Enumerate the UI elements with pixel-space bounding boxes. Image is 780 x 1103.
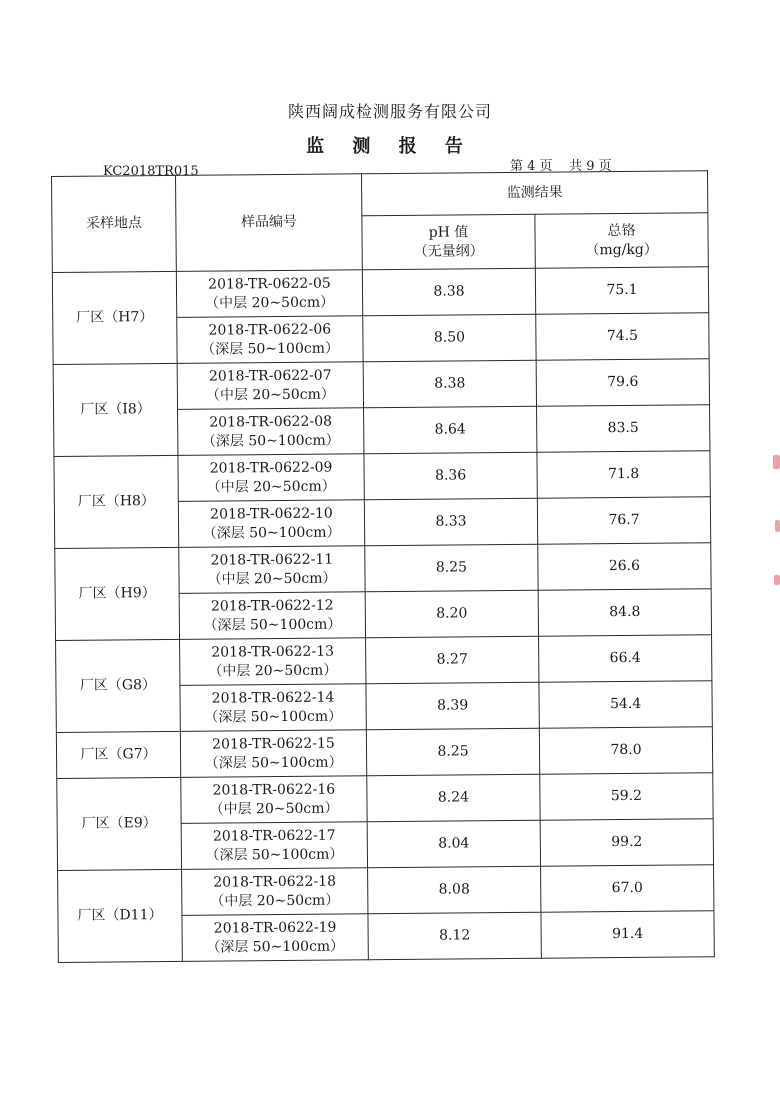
total-chromium-cell: 91.4 — [541, 911, 714, 959]
header-cr-label: 总铬 — [607, 222, 636, 239]
sample-code: 2018-TR-0622-11 — [210, 551, 334, 569]
page-info: 第 4 页 共 9 页 — [510, 159, 612, 174]
sample-code-cell — [178, 408, 364, 456]
sample-layer: （中层 20~50cm） — [205, 294, 335, 312]
sample-layer: （中层 20~50cm） — [210, 892, 340, 910]
ph-value-cell: 8.25 — [365, 544, 538, 592]
sample-code-cell — [179, 546, 365, 594]
total-chromium-cell: 75.1 — [535, 267, 708, 315]
total-chromium-cell: 54.4 — [539, 681, 712, 729]
sample-code: 2018-TR-0622-14 — [211, 689, 335, 707]
header-results: 监测结果 — [361, 171, 707, 216]
header-sample-code: 样品编号 — [175, 174, 362, 272]
report-number: KC2018TR015 — [103, 164, 199, 179]
sample-code: 2018-TR-0622-07 — [208, 367, 332, 385]
sample-code-cell — [178, 454, 364, 502]
report-title: 监 测 报 告 — [306, 136, 474, 157]
results-table — [51, 170, 715, 963]
sample-layer: （深层 50~100cm） — [203, 615, 342, 634]
location-cell: 厂区（E9） — [57, 777, 182, 870]
ph-value-cell: 8.33 — [364, 498, 537, 546]
stamp-bleed-mark — [773, 455, 780, 469]
ph-value-cell: 8.50 — [363, 314, 536, 362]
total-chromium-cell: 83.5 — [537, 405, 710, 453]
total-chromium-cell: 84.8 — [538, 589, 711, 637]
sample-layer: （深层 50~100cm） — [204, 707, 343, 726]
ph-value-cell: 8.24 — [367, 774, 540, 822]
table-row — [56, 727, 712, 779]
header-location: 采样地点 — [52, 175, 177, 272]
sample-code-cell — [180, 684, 366, 732]
sample-code-cell — [176, 270, 362, 318]
header-ph-unit: （无量纲） — [413, 242, 484, 260]
table-row — [57, 773, 713, 825]
ph-value-cell: 8.38 — [363, 360, 536, 408]
sample-code: 2018-TR-0622-18 — [213, 873, 337, 891]
location-cell: 厂区（H7） — [52, 271, 177, 364]
header-cr-unit: （mg/kg） — [585, 241, 658, 258]
header-ph — [362, 214, 535, 270]
total-chromium-cell: 67.0 — [541, 865, 714, 913]
table-row — [53, 359, 709, 411]
ph-value-cell: 8.04 — [367, 820, 540, 868]
table-row — [55, 543, 711, 595]
table-row — [58, 865, 714, 917]
sample-code: 2018-TR-0622-13 — [211, 643, 335, 661]
table-body — [52, 267, 714, 963]
ph-value-cell: 8.27 — [366, 636, 539, 684]
company-name: 陕西阔成检测服务有限公司 — [287, 102, 492, 121]
ph-value-cell: 8.39 — [366, 682, 539, 730]
stamp-bleed-mark — [775, 520, 780, 532]
sample-code: 2018-TR-0622-17 — [212, 827, 336, 845]
total-chromium-cell: 78.0 — [539, 727, 712, 775]
sample-code-cell — [182, 914, 368, 962]
total-chromium-cell: 99.2 — [540, 819, 713, 867]
sample-layer: （深层 50~100cm） — [202, 523, 341, 542]
location-cell: 厂区（D11） — [58, 869, 183, 962]
sample-layer: （中层 20~50cm） — [207, 570, 337, 588]
sample-code: 2018-TR-0622-06 — [208, 321, 332, 339]
table-row — [56, 635, 712, 687]
ph-value-cell: 8.20 — [365, 590, 538, 638]
sample-code-cell — [177, 362, 363, 410]
header-ph-label: pH 值 — [428, 223, 469, 241]
table-row — [54, 451, 710, 503]
location-cell: 厂区（G7） — [56, 731, 180, 778]
sample-code: 2018-TR-0622-12 — [210, 597, 334, 615]
sample-layer: （深层 50~100cm） — [204, 753, 343, 772]
sample-code-cell — [182, 868, 368, 916]
location-cell: 厂区（H9） — [55, 547, 180, 640]
location-cell: 厂区（H8） — [54, 455, 179, 548]
total-chromium-cell: 71.8 — [537, 451, 710, 499]
ph-value-cell: 8.36 — [364, 452, 537, 500]
table-row — [52, 267, 708, 319]
sample-code-cell — [178, 500, 364, 548]
sample-code: 2018-TR-0622-08 — [209, 413, 333, 431]
sample-code: 2018-TR-0622-16 — [212, 781, 336, 799]
sample-layer: （深层 50~100cm） — [201, 431, 340, 450]
sample-code: 2018-TR-0622-05 — [208, 275, 331, 293]
sample-code: 2018-TR-0622-10 — [210, 505, 333, 523]
location-cell: 厂区（G8） — [56, 639, 181, 732]
sample-layer: （深层 50~100cm） — [205, 845, 344, 864]
sample-layer: （中层 20~50cm） — [209, 800, 339, 818]
sample-code: 2018-TR-0622-19 — [213, 919, 337, 937]
sample-code-cell — [177, 316, 363, 364]
sample-code-cell — [180, 638, 366, 686]
total-chromium-cell: 79.6 — [536, 359, 709, 407]
ph-value-cell: 8.64 — [364, 406, 537, 454]
sample-layer: （中层 20~50cm） — [206, 478, 336, 496]
sample-layer: （深层 50~100cm） — [206, 937, 345, 956]
sample-code-cell — [181, 822, 367, 870]
ph-value-cell: 8.38 — [362, 268, 535, 316]
ph-value-cell: 8.25 — [366, 728, 539, 776]
total-chromium-cell: 26.6 — [538, 543, 711, 591]
sample-layer: （中层 20~50cm） — [205, 386, 335, 404]
total-chromium-cell: 66.4 — [539, 635, 712, 683]
sample-code-cell — [179, 592, 365, 640]
stamp-bleed-mark — [774, 575, 780, 585]
total-chromium-cell: 76.7 — [537, 497, 710, 545]
location-cell: 厂区（I8） — [53, 363, 178, 456]
total-chromium-cell: 74.5 — [536, 313, 709, 361]
header-total-chromium — [535, 213, 708, 269]
ph-value-cell: 8.12 — [368, 912, 541, 960]
sample-code-cell — [181, 776, 367, 824]
total-chromium-cell: 59.2 — [540, 773, 713, 821]
sample-layer: （深层 50~100cm） — [201, 339, 340, 358]
sample-code: 2018-TR-0622-15 — [212, 735, 335, 753]
sample-layer: （中层 20~50cm） — [208, 662, 338, 680]
sample-code: 2018-TR-0622-09 — [209, 459, 333, 477]
sample-code-cell — [180, 730, 366, 778]
ph-value-cell: 8.08 — [368, 866, 541, 914]
